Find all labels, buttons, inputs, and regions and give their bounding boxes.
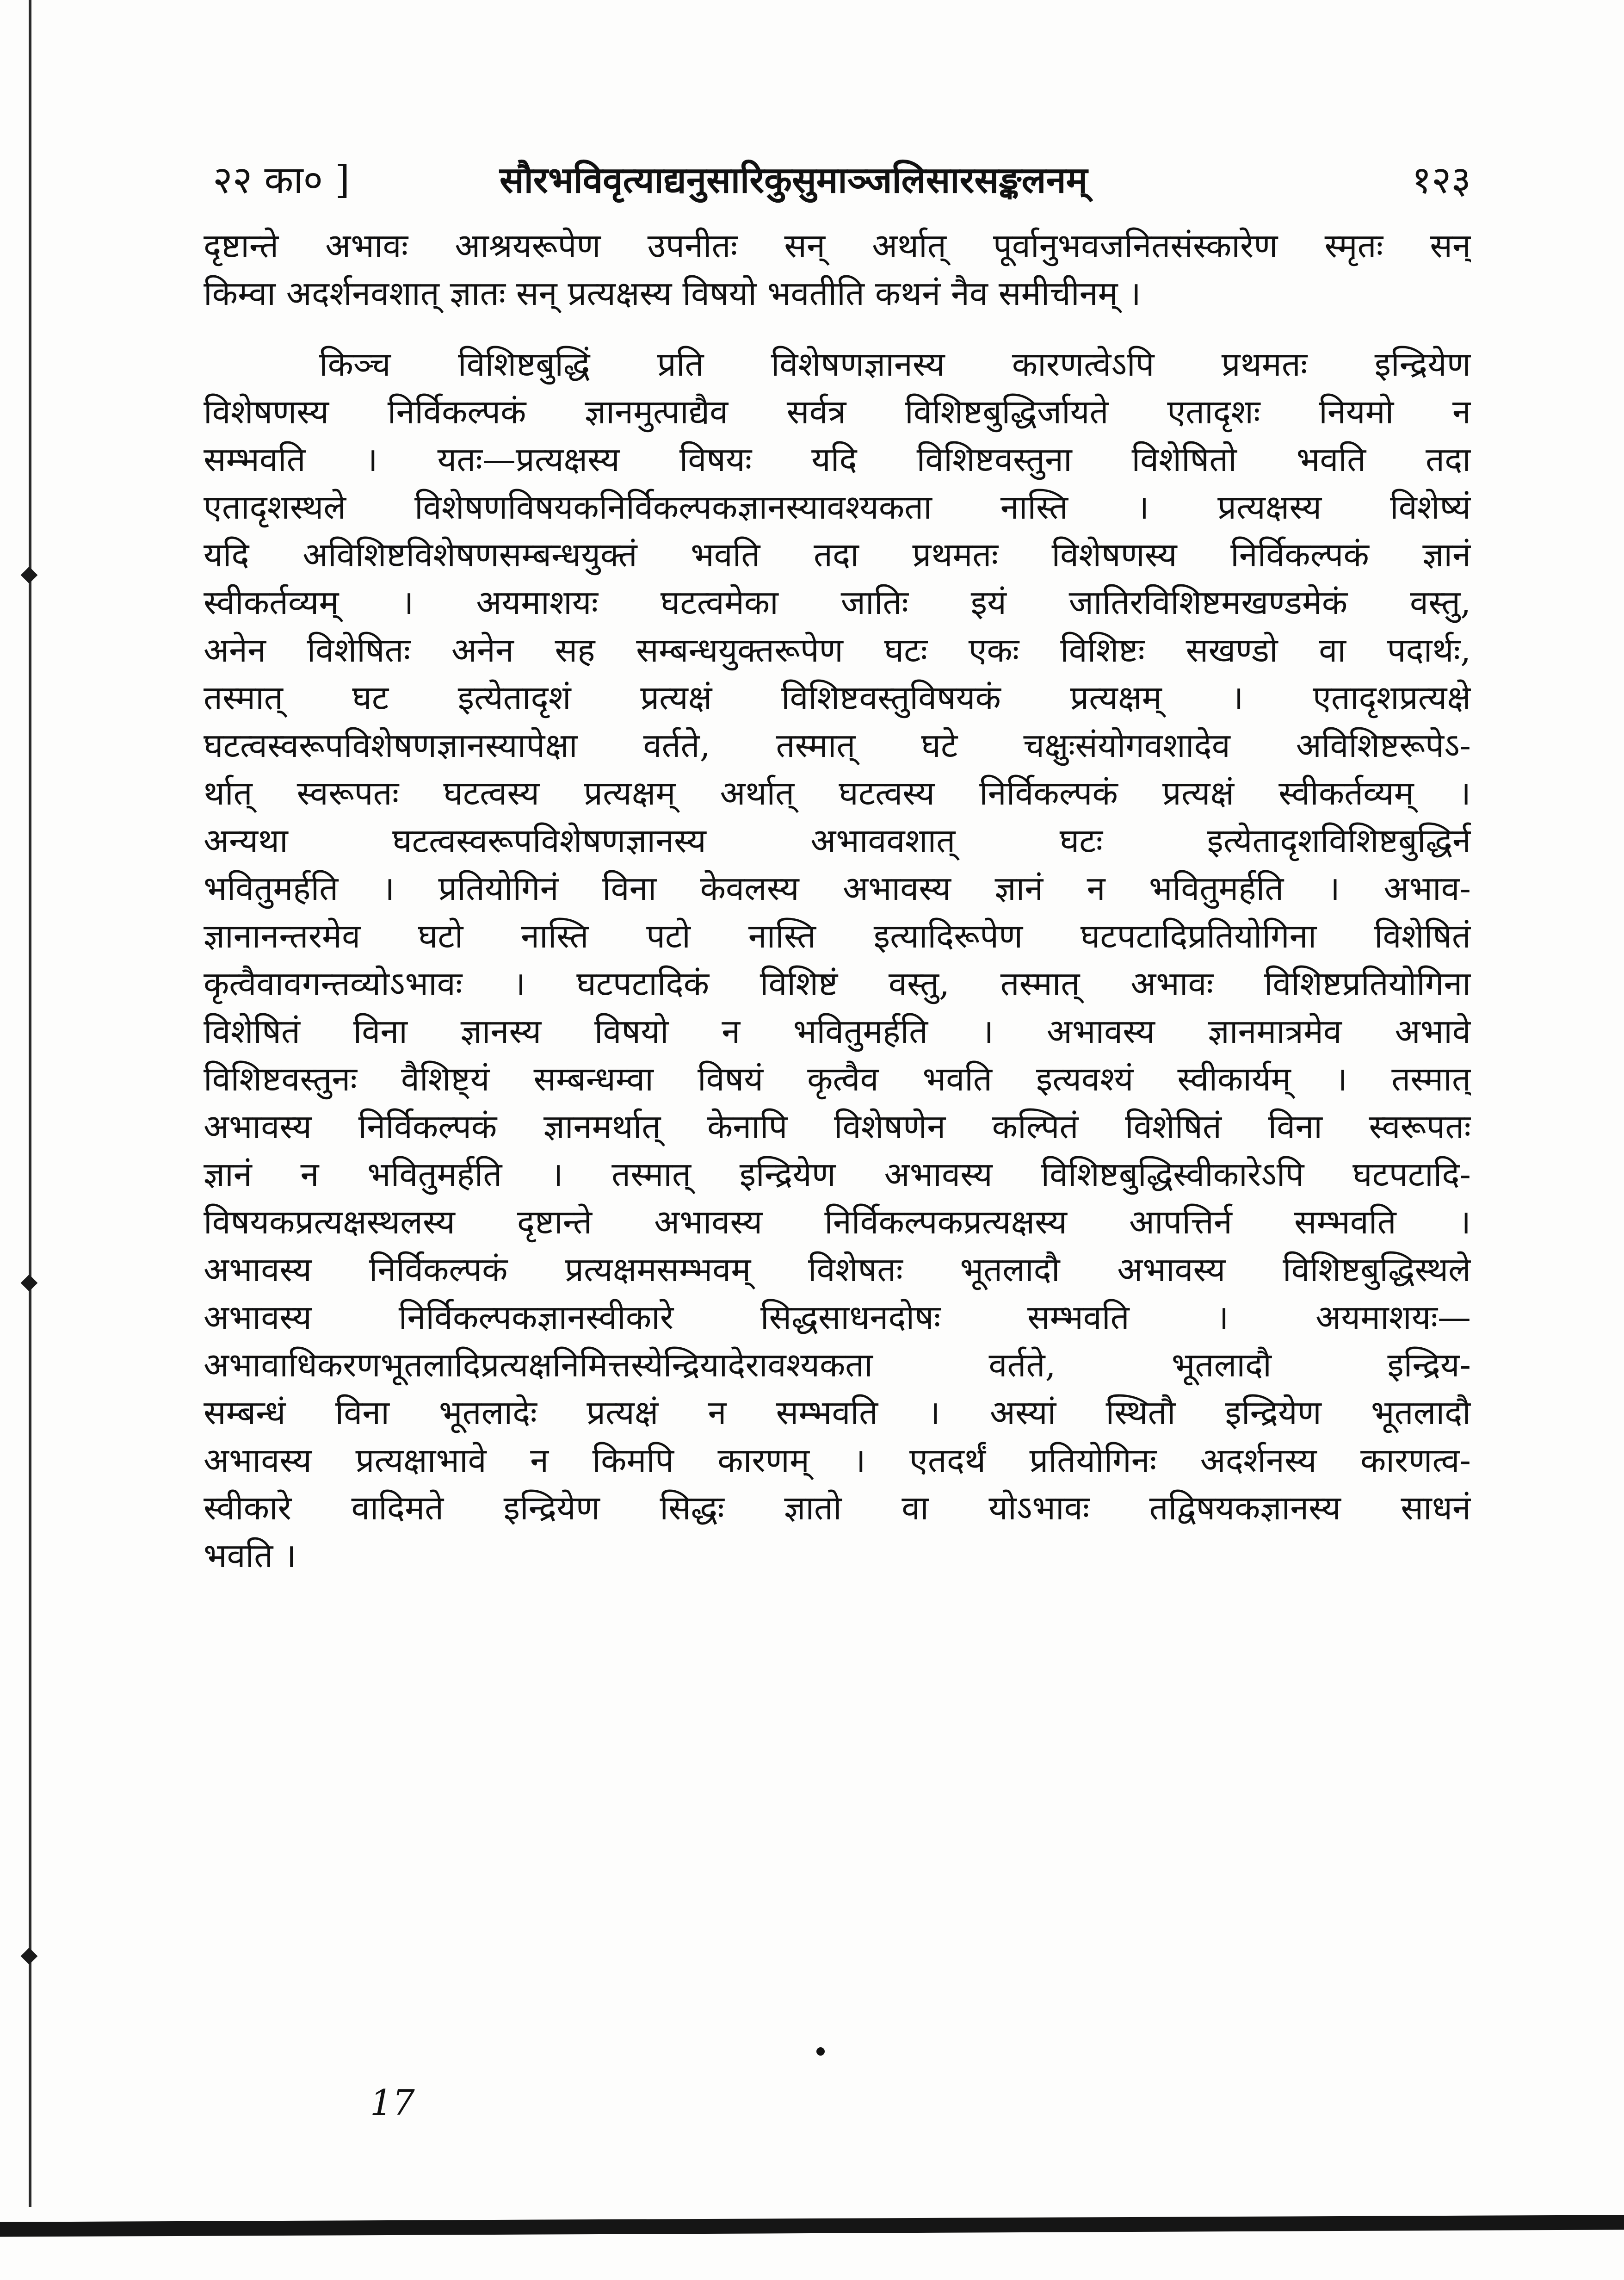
binding-edge <box>29 0 31 2207</box>
text-line: किम्वा अदर्शनवशात् ज्ञातः सन् प्रत्यक्षस्य विषयो भवतीति कथनं नैव समीचीनम् । <box>204 274 1141 313</box>
paragraph <box>204 341 1471 1580</box>
text-line: अभावाधिकरणभूतलादिप्रत्यक्षनिमित्तस्येन्द्रियादेरावश्यकता वर्तते, भूतलादौ इन्द्रिय- <box>204 1345 1471 1384</box>
text-line: किञ्च विशिष्टबुद्धिं प्रति विशेषणज्ञानस्य कारणत्वेऽपि प्रथमतः इन्द्रियेण <box>319 345 1471 384</box>
ink-dot <box>816 2047 825 2056</box>
binding-mark <box>21 567 38 584</box>
text-line: अभावस्य निर्विकल्पकज्ञानस्वीकारे सिद्धसाधनदोषः सम्भवति । अयमाशयः— <box>204 1298 1471 1337</box>
text-line: स्वीकारे वादिमते इन्द्रियेण सिद्धः ज्ञातो वा योऽभावः तद्विषयकज्ञानस्य साधनं <box>204 1488 1471 1527</box>
text-line: यदि अविशिष्टविशेषणसम्बन्धयुक्तं भवति तदा प्रथमतः विशेषणस्य निर्विकल्पकं ज्ञानं <box>204 535 1471 574</box>
text-line: विशिष्टवस्तुनः वैशिष्ट्यं सम्बन्धम्वा विषयं कृत्वैव भवति इत्यवश्यं स्वीकार्यम् । तस्मात् <box>204 1059 1471 1098</box>
section-reference: २२ का० ] <box>213 158 350 202</box>
text-line: अभावस्य निर्विकल्पकं प्रत्यक्षमसम्भवम् विशेषतः भूतलादौ अभावस्य विशिष्टबुद्धिस्थले <box>204 1250 1471 1289</box>
bottom-edge-rule <box>0 2215 1624 2237</box>
running-head <box>213 153 1471 208</box>
binding-mark <box>21 1275 38 1292</box>
body-text <box>204 222 1471 1580</box>
book-title: सौरभविवृत्याद्यनुसारिकुसुमाञ्जलिसारसङ्कलनम् <box>500 159 1088 201</box>
text-line: सम्बन्धं विना भूतलादेः प्रत्यक्षं न सम्भवति । अस्यां स्थितौ इन्द्रियेण भूतलादौ <box>204 1393 1471 1432</box>
text-line: विशेषितं विना ज्ञानस्य विषयो न भवितुमर्हति । अभावस्य ज्ञानमात्रमेव अभावे <box>204 1012 1471 1051</box>
text-line: स्वीकर्तव्यम् । अयमाशयः घटत्वमेका जातिः इयं जातिरविशिष्टमखण्डमेकं वस्तु, <box>204 583 1471 622</box>
paragraph <box>204 222 1471 317</box>
paragraph-gap <box>204 317 1471 341</box>
signature-number: 17 <box>370 2082 415 2123</box>
text-line: ज्ञानानन्तरमेव घटो नास्ति पटो नास्ति इत्यादिरूपेण घटपटादिप्रतियोगिना विशेषितं <box>204 917 1471 955</box>
text-line: तस्मात् घट इत्येतादृशं प्रत्यक्षं विशिष्टवस्तुविषयकं प्रत्यक्षम् । एतादृशप्रत्यक्षे <box>204 678 1471 717</box>
page-number: १२३ <box>1412 158 1471 202</box>
text-line: कृत्वैवावगन्तव्योऽभावः । घटपटादिकं विशिष्टं वस्तु, तस्मात् अभावः विशिष्टप्रतियोगिना <box>204 964 1471 1003</box>
binding-mark <box>21 1948 38 1965</box>
text-line: भवितुमर्हति । प्रतियोगिनं विना केवलस्य अभावस्य ज्ञानं न भवितुमर्हति । अभाव- <box>204 869 1471 908</box>
text-line: र्थात् स्वरूपतः घटत्वस्य प्रत्यक्षम् अर्थात् घटत्वस्य निर्विकल्पकं प्रत्यक्षं स्वीकर्तव्यम् । <box>204 774 1471 812</box>
text-line: सम्भवति । यतः—प्रत्यक्षस्य विषयः यदि विशिष्टवस्तुना विशेषितो भवति तदा <box>204 440 1471 479</box>
text-line: विशेषणस्य निर्विकल्पकं ज्ञानमुत्पाद्यैव सर्वत्र विशिष्टबुद्धिर्जायते एतादृशः नियमो न <box>204 392 1471 431</box>
text-line: ज्ञानं न भवितुमर्हति । तस्मात् इन्द्रियेण अभावस्य विशिष्टबुद्धिस्वीकारेऽपि घटपटादि- <box>204 1155 1471 1194</box>
text-line: विषयकप्रत्यक्षस्थलस्य दृष्टान्ते अभावस्य निर्विकल्पकप्रत्यक्षस्य आपत्तिर्न सम्भवति । <box>204 1202 1471 1241</box>
text-line: अनेन विशेषितः अनेन सह सम्बन्धयुक्तरूपेण घटः एकः विशिष्टः सखण्डो वा पदार्थः, <box>204 631 1471 669</box>
text-line: अन्यथा घटत्वस्वरूपविशेषणज्ञानस्य अभाववशात् घटः इत्येतादृशविशिष्टबुद्धिर्न <box>204 821 1471 860</box>
text-line: अभावस्य प्रत्यक्षाभावे न किमपि कारणम् । एतदर्थं प्रतियोगिनः अदर्शनस्य कारणत्व- <box>204 1441 1471 1480</box>
text-line: घटत्वस्वरूपविशेषणज्ञानस्यापेक्षा वर्तते, तस्मात् घटे चक्षुःसंयोगवशादेव अविशिष्टरूपेऽ- <box>204 726 1471 765</box>
text-line: अभावस्य निर्विकल्पकं ज्ञानमर्थात् केनापि विशेषणेन कल्पितं विशेषितं विना स्वरूपतः <box>204 1107 1471 1146</box>
text-line: दृष्टान्ते अभावः आश्रयरूपेण उपनीतः सन् अर्थात् पूर्वानुभवजनितसंस्कारेण स्मृतः सन् <box>204 226 1471 265</box>
text-line: भवति । <box>204 1536 296 1575</box>
text-line: एतादृशस्थले विशेषणविषयकनिर्विकल्पकज्ञानस्यावश्यकता नास्ति । प्रत्यक्षस्य विशेष्यं <box>204 488 1471 527</box>
